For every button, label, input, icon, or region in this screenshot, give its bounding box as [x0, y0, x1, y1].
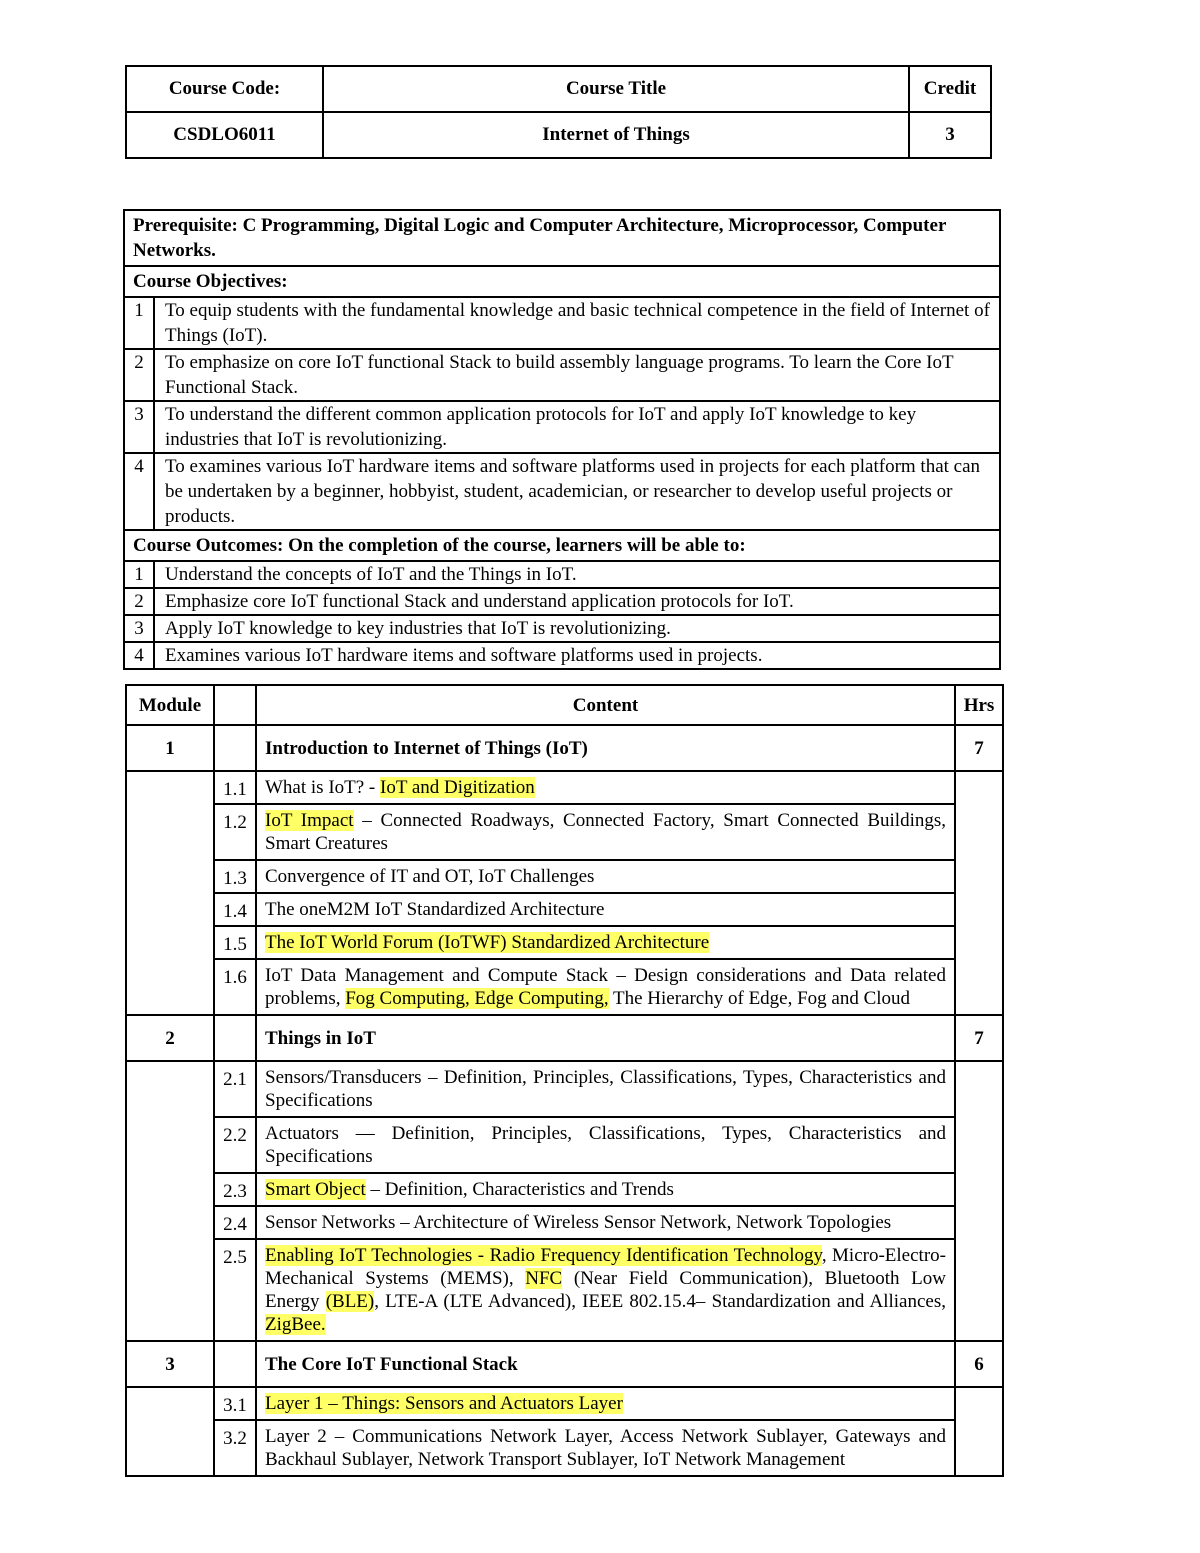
module-blank-cell — [126, 771, 214, 1015]
highlighted-text: ZigBee. — [265, 1314, 326, 1335]
outcome-number: 4 — [124, 642, 154, 669]
objective-text: To equip students with the fundamental knowledge and basic technical competence in the field of Internet of Things (IoT). — [154, 297, 1000, 349]
topic-content — [256, 1061, 955, 1117]
topic-row — [126, 1239, 1003, 1341]
highlighted-text: Enabling IoT Technologies - Radio Frequency Identification Technology — [265, 1245, 822, 1266]
topic-row — [126, 959, 1003, 1015]
highlighted-text: The IoT World Forum (IoTWF) Standardized Architecture — [265, 932, 710, 953]
outcome-row — [124, 588, 1000, 615]
outcome-text: Examines various IoT hardware items and software platforms used in projects. — [154, 642, 1000, 669]
objectives-heading: Course Objectives: — [124, 266, 1000, 297]
objective-row — [124, 297, 1000, 349]
objective-row — [124, 453, 1000, 530]
topic-text: , Micro-Electro-Mechanical Systems (MEMS), — [265, 1245, 946, 1289]
topic-content — [256, 804, 955, 860]
objectives-heading-row — [124, 266, 1000, 297]
topic-content — [256, 1117, 955, 1173]
topic-row — [126, 1061, 1003, 1117]
outcome-number: 2 — [124, 588, 154, 615]
topic-content — [256, 1173, 955, 1206]
objective-text: To emphasize on core IoT functional Stack to build assembly language programs. To learn the Core IoT Functional Stack. — [154, 349, 1000, 401]
prerequisite-row — [124, 210, 1000, 266]
topic-text: – Definition, Characteristics and Trends — [365, 1179, 674, 1200]
highlighted-text: IoT Impact — [265, 810, 354, 831]
outcome-text: Emphasize core IoT functional Stack and understand application protocols for IoT. — [154, 588, 1000, 615]
topic-row — [126, 1206, 1003, 1239]
outcome-text: Understand the concepts of IoT and the Things in IoT. — [154, 561, 1000, 588]
module-number: 2 — [126, 1015, 214, 1061]
credit-header: Credit — [909, 66, 991, 112]
module-header: Module — [126, 685, 214, 725]
topic-number: 1.4 — [214, 893, 256, 926]
topic-number: 1.2 — [214, 804, 256, 860]
topic-number: 2.3 — [214, 1173, 256, 1206]
module-blank-cell — [126, 1061, 214, 1341]
topic-row — [126, 860, 1003, 893]
outcome-number: 3 — [124, 615, 154, 642]
course-title-header: Course Title — [323, 66, 909, 112]
topic-content — [256, 1420, 955, 1476]
outcome-number: 1 — [124, 561, 154, 588]
highlighted-text: Layer 1 – Things: Sensors and Actuators Layer — [265, 1393, 623, 1414]
objective-number: 2 — [124, 349, 154, 401]
objective-number: 3 — [124, 401, 154, 453]
topic-row — [126, 926, 1003, 959]
topic-text: , LTE-A (LTE Advanced), IEEE 802.15.4– Standardization and Alliances, — [374, 1291, 947, 1312]
topic-content — [256, 1387, 955, 1420]
objective-number: 1 — [124, 297, 154, 349]
topic-content — [256, 893, 955, 926]
course-code-value: CSDLO6011 — [126, 112, 323, 158]
topic-row — [126, 1173, 1003, 1206]
module-number: 1 — [126, 725, 214, 771]
topic-text: – Connected Roadways, Connected Factory, Smart Connected Buildings, Smart Creatures — [265, 810, 946, 854]
topic-content — [256, 926, 955, 959]
prerequisite: Prerequisite: C Programming, Digital Logic and Computer Architecture, Microprocessor, Computer Networks. — [124, 210, 1000, 266]
module-title: Things in IoT — [256, 1015, 955, 1061]
topic-row — [126, 1387, 1003, 1420]
content-header: Content — [256, 685, 955, 725]
topic-number: 1.5 — [214, 926, 256, 959]
highlighted-text: Fog Computing, Edge Computing, — [345, 988, 609, 1009]
module-hours: 7 — [955, 725, 1003, 771]
topic-text: (Near Field Communication), Bluetooth Low Energy — [265, 1268, 946, 1312]
topic-row — [126, 1420, 1003, 1476]
objective-number: 4 — [124, 453, 154, 530]
topic-text: Layer 2 – Communications Network Layer, Access Network Sublayer, Gateways and Backhaul Sublayer, Network Transport Sublayer, IoT Network Management — [265, 1426, 946, 1470]
module-number: 3 — [126, 1341, 214, 1387]
hours-blank-cell — [955, 1387, 1003, 1476]
course-info-table — [125, 65, 992, 159]
topic-number: 2.4 — [214, 1206, 256, 1239]
objective-text: To understand the different common application protocols for IoT and apply IoT knowledge to key industries that IoT is revolutionizing. — [154, 401, 1000, 453]
outcome-row — [124, 615, 1000, 642]
module-title: The Core IoT Functional Stack — [256, 1341, 955, 1387]
credit-value: 3 — [909, 112, 991, 158]
module-hours: 6 — [955, 1341, 1003, 1387]
topic-number: 2.5 — [214, 1239, 256, 1341]
topic-text: What is IoT? - — [265, 777, 381, 798]
topic-content — [256, 860, 955, 893]
module-row — [126, 725, 1003, 771]
highlighted-text: Smart Object — [265, 1179, 366, 1200]
topic-number: 2.1 — [214, 1061, 256, 1117]
topic-text: Actuators — Definition, Principles, Classifications, Types, Characteristics and Specifications — [265, 1123, 946, 1167]
topic-content — [256, 959, 955, 1015]
topic-text: Sensor Networks – Architecture of Wireless Sensor Network, Network Topologies — [265, 1212, 892, 1233]
module-spacer — [214, 725, 256, 771]
topic-content — [256, 771, 955, 804]
module-hours: 7 — [955, 1015, 1003, 1061]
module-blank-cell — [126, 1387, 214, 1476]
topic-row — [126, 804, 1003, 860]
course-title-value: Internet of Things — [323, 112, 909, 158]
outcome-row — [124, 561, 1000, 588]
objective-row — [124, 349, 1000, 401]
hours-header: Hrs — [955, 685, 1003, 725]
module-row — [126, 1015, 1003, 1061]
highlighted-text: NFC — [525, 1268, 563, 1289]
topic-content — [256, 1239, 955, 1341]
topic-number: 3.1 — [214, 1387, 256, 1420]
course-code-header: Course Code: — [126, 66, 323, 112]
topic-number: 3.2 — [214, 1420, 256, 1476]
topic-text: IoT Data Management and Compute Stack – Design considerations and Data related problems, — [265, 965, 946, 1009]
topic-text: The oneM2M IoT Standardized Architecture — [265, 899, 605, 920]
hours-blank-cell — [955, 771, 1003, 1015]
highlighted-text: (BLE) — [325, 1291, 375, 1312]
topic-number: 1.1 — [214, 771, 256, 804]
objective-text: To examines various IoT hardware items and software platforms used in projects for each platform that can be undertaken by a beginner, hobbyist, student, academician, or researcher to develop useful projects or products. — [154, 453, 1000, 530]
module-title: Introduction to Internet of Things (IoT) — [256, 725, 955, 771]
topic-row — [126, 771, 1003, 804]
module-spacer — [214, 1341, 256, 1387]
topic-text: Sensors/Transducers – Definition, Principles, Classifications, Types, Characteristics and Specifications — [265, 1067, 946, 1111]
topic-text: The Hierarchy of Edge, Fog and Cloud — [608, 988, 911, 1009]
topic-content — [256, 1206, 955, 1239]
objective-row — [124, 401, 1000, 453]
course-details-table — [123, 209, 1001, 670]
outcome-row — [124, 642, 1000, 669]
topic-row — [126, 1117, 1003, 1173]
topic-number: 2.2 — [214, 1117, 256, 1173]
outcome-text: Apply IoT knowledge to key industries that IoT is revolutionizing. — [154, 615, 1000, 642]
sub-number-header — [214, 685, 256, 725]
topic-row — [126, 893, 1003, 926]
hours-blank-cell — [955, 1061, 1003, 1341]
syllabus-table — [125, 684, 1004, 1477]
topic-number: 1.6 — [214, 959, 256, 1015]
module-row — [126, 1341, 1003, 1387]
topic-text: Convergence of IT and OT, IoT Challenges — [265, 866, 595, 887]
outcomes-heading: Course Outcomes: On the completion of the course, learners will be able to: — [124, 530, 1000, 561]
highlighted-text: IoT and Digitization — [380, 777, 535, 798]
syllabus-header-row — [126, 685, 1003, 725]
outcomes-heading-row — [124, 530, 1000, 561]
topic-number: 1.3 — [214, 860, 256, 893]
module-spacer — [214, 1015, 256, 1061]
